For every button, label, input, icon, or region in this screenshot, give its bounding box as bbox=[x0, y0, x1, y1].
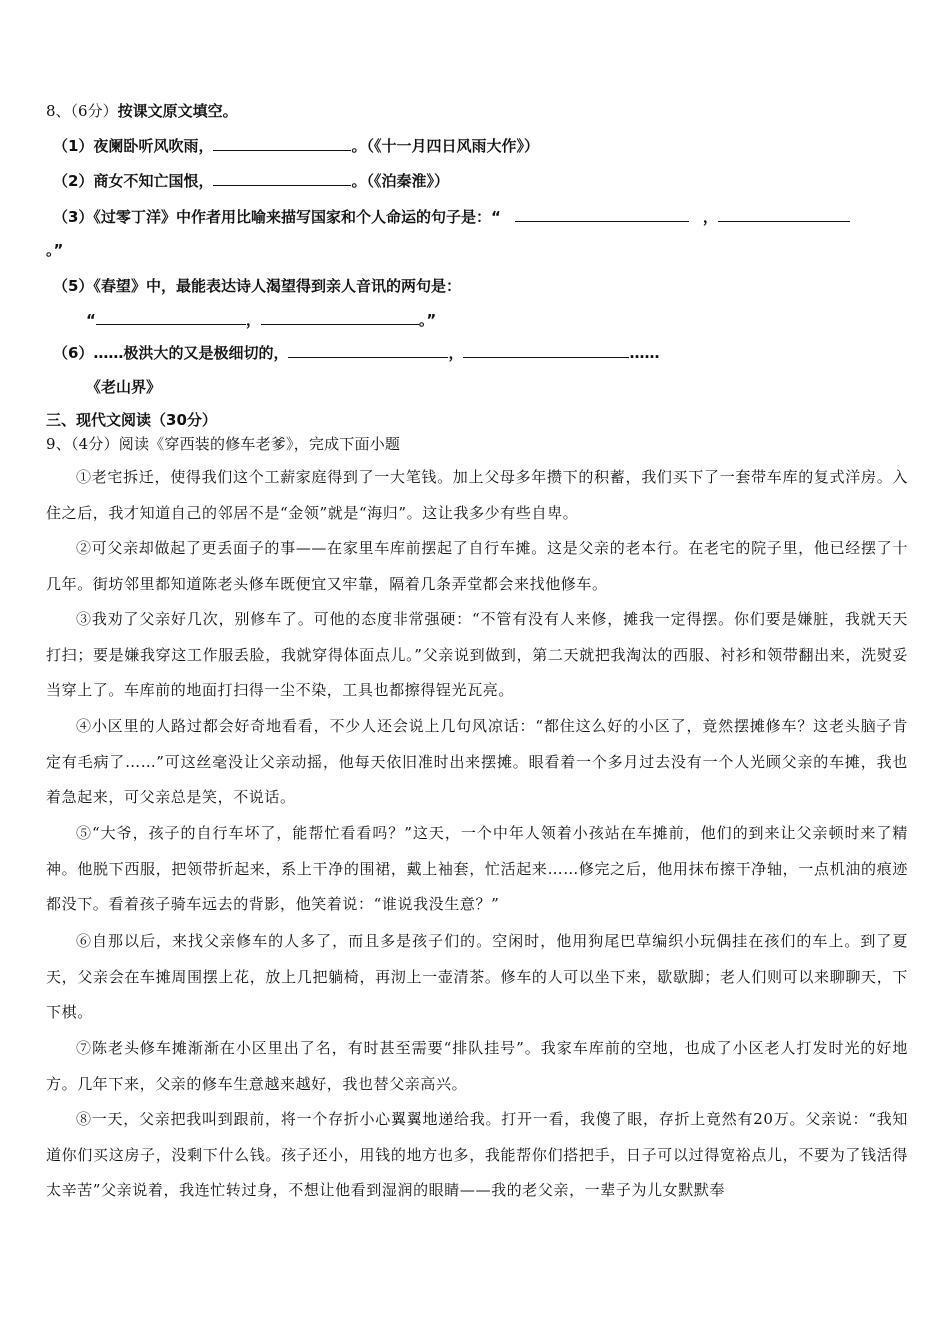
q9-paragraph-4: ④小区里的人路过都会好奇地看看，不少人还会说上几句风凉话：“都住这么好的小区了，竟然摆摊修车？这老头脑子肯定有毛病了……”可这丝毫没让父亲动摇，他每天依旧准时出来摆摊。眼看着一个多月过去没有一个人光顾父亲的车摊，我也着急起来，可父亲总是笑，不说话。 bbox=[46, 717, 908, 806]
q8-item-6-suffix: …… bbox=[629, 344, 660, 362]
q9-header: 9、（4分）阅读《穿西装的修车老爹》，完成下面小题 bbox=[46, 435, 401, 453]
q8-item-2-suffix: 。（《泊秦淮》） bbox=[351, 172, 449, 190]
q9-paragraph-1: ①老宅拆迁，使得我们这个工薪家庭得到了一大笔钱。加上父母多年攒下的积蓄，我们买下了一套带车库的复式洋房。入住之后，我才知道自己的邻居不是“金领”就是“海归”。这让我多少有些自卑。 bbox=[46, 468, 908, 522]
q8-item-1-prefix: （1）夜阑卧听风吹雨， bbox=[53, 137, 214, 155]
section-3-title: 三、现代文阅读（30分） bbox=[46, 411, 217, 429]
q8-header bbox=[46, 101, 238, 121]
q8-item-6-blank-1[interactable] bbox=[288, 342, 448, 358]
q9-paragraph-8: ⑧一天，父亲把我叫到跟前，将一个存折小心翼翼地递给我。打开一看，我傻了眼，存折上竟然有20万。父亲说：“我知道你们买这房子，没剩下什么钱。孩子还小，用钱的地方也多，我能帮你们搭把手，日子可以过得宽裕点儿，不要为了钱活得太辛苦”父亲说着，我连忙转过身，不想让他看到湿润的眼睛——我的老父亲，一辈子为儿女默默奉 bbox=[46, 1110, 908, 1199]
q8-item-6-source: 《老山界》 bbox=[86, 378, 162, 396]
q8-item-5-blank-2[interactable] bbox=[261, 309, 419, 325]
q8-item-5-blank-1[interactable] bbox=[96, 309, 246, 325]
q8-item-6-blank-2[interactable] bbox=[463, 342, 629, 358]
q8-item-5-close: 。” bbox=[418, 311, 437, 329]
q8-item-1-suffix: 。（《十一月四日风雨大作》） bbox=[351, 137, 539, 155]
q9-paragraph-5: ⑤“大爷，孩子的自行车坏了，能帮忙看看吗？”这天，一个中年人领着小孩站在车摊前，他们的到来让父亲顿时来了精神。他脱下西服，把领带折起来，系上干净的围裙，戴上袖套，忙活起来……修完之后，他用抹布擦干净轴，一点机油的痕迹都没下。看着孩子骑车远去的背影，他笑着说：“谁说我没生意？” bbox=[46, 824, 908, 913]
q8-item-5-answer bbox=[86, 309, 436, 330]
q8-item-6 bbox=[53, 342, 659, 363]
q9-paragraph-6: ⑥自那以后，来找父亲修车的人多了，而且多是孩子们的。空闲时，他用狗尾巴草编织小玩偶挂在孩们的车上。到了夏天，父亲会在车摊周围摆上花，放上几把躺椅，再沏上一壶清茶。修车的人可以坐下来，歇歇脚；老人们则可以来聊聊天，下下棋。 bbox=[46, 932, 908, 1021]
q8-item-3-blank-2[interactable] bbox=[718, 206, 850, 222]
q8-item-5-mid: ， bbox=[245, 311, 261, 329]
q8-item-3-prefix: （3）《过零丁洋》中作者用比喻来描写国家和个人命运的句子是：“ bbox=[53, 208, 501, 226]
q9-paragraph-7: ⑦陈老头修车摊渐渐在小区里出了名，有时甚至需要“排队挂号”。我家车库前的空地，也成了小区老人打发时光的好地方。几年下来，父亲的修车生意越来越好，我也替父亲高兴。 bbox=[46, 1039, 908, 1093]
q8-item-5-open: “ bbox=[86, 311, 96, 329]
q8-item-5: （5）《春望》中，最能表达诗人渴望得到亲人音讯的两句是： bbox=[53, 277, 461, 295]
q8-item-2-prefix: （2）商女不知亡国恨， bbox=[53, 172, 214, 190]
q8-item-3-tail: 。” bbox=[46, 241, 64, 259]
q8-item-2-blank[interactable] bbox=[213, 170, 351, 186]
q8-item-1-blank[interactable] bbox=[213, 135, 351, 151]
q9-paragraph-2: ②可父亲却做起了更丢面子的事——在家里车库前摆起了自行车摊。这是父亲的老本行。在老宅的院子里，他已经摆了十几年。街坊邻里都知道陈老头修车既便宜又牢靠，隔着几条弄堂都会来找他修车。 bbox=[46, 539, 908, 593]
q8-item-6-mid: ， bbox=[448, 344, 464, 362]
q8-item-2 bbox=[53, 170, 449, 191]
q8-item-3 bbox=[53, 206, 850, 227]
q8-number: 8、（6分） bbox=[46, 102, 118, 120]
q8-item-1 bbox=[53, 135, 539, 156]
q8-title: 按课文原文填空。 bbox=[117, 102, 238, 120]
q8-item-3-blank-1[interactable] bbox=[515, 206, 689, 222]
q8-item-3-mid: ， bbox=[702, 208, 718, 226]
q8-item-6-prefix: （6）……极洪大的又是极细切的， bbox=[53, 344, 289, 362]
q9-paragraph-3: ③我劝了父亲好几次，别修车了。可他的态度非常强硬：“不管有没有人来修，摊我一定得摆。你们要是嫌脏，我就天天打扫；要是嫌我穿这工作服丢脸，我就穿得体面点儿。”父亲说到做到，第二天就把我淘汰的西服、衬衫和领带翻出来，洗熨妥当穿上了。车库前的地面打扫得一尘不染，工具也都擦得锃光瓦亮。 bbox=[46, 610, 908, 699]
